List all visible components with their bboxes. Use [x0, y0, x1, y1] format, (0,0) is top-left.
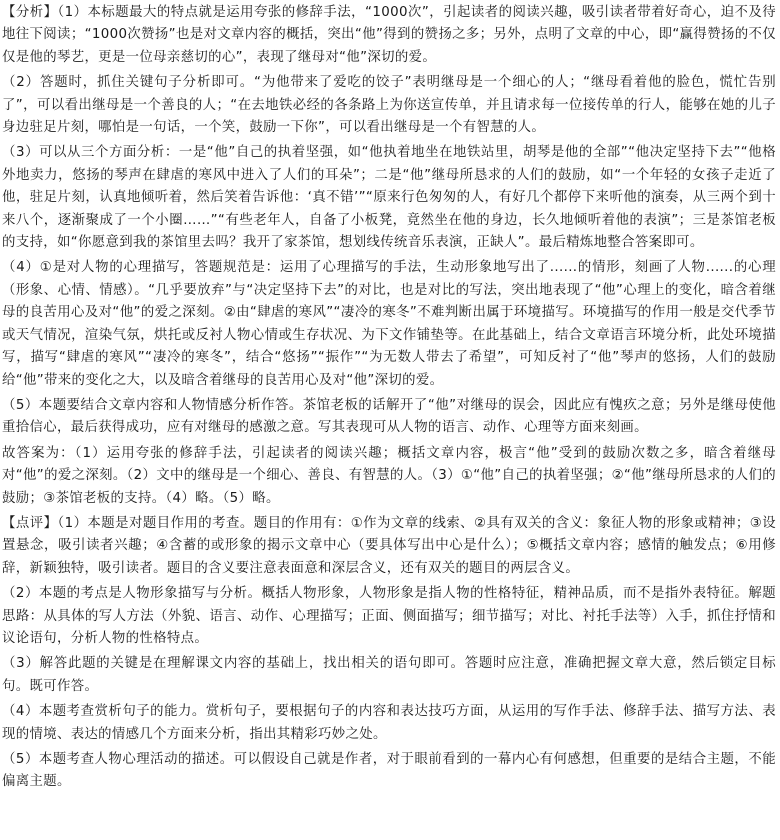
answer-summary: 故答案为：（1）运用夸张的修辞手法，引起读者的阅读兴趣；概括文章内容，极言“他”受到的鼓励次数之多，暗含着继母对“他”的爱之深刻。（2）文中的继母是一个细心、善良、有智慧的人。（3）①“他”自己的执着坚强；②“他”继母所恳求的人们的鼓励；③茶馆老板的支持。（4）略。（5）略。 — [2, 445, 776, 506]
analysis-part-3: （3）可以从三个方面分析：一是“他”自己的执着坚强，如“他执着地坐在地铁站里，胡琴是他的全部”“他决定坚持下去”“他格外地卖力，悠扬的琴声在肆虐的寒风中进入了人们的耳朵”；二是“他”继母所恳求的人们的鼓励，如“一个年轻的女孩子走近了他，驻足片刻，认真地倾听着，然后笑着告诉他：‘真不错’”“原来行色匆匆的人，有好几个都停下来听他的演奏，从三两个到十来八个，逐渐聚成了一个小圈……”“有些老年人，自备了小板凳，竟然坐在他的身边，长久地倾听着他的表演”；三是茶馆老板的支持，如“你愿意到我的茶馆里去吗？我开了家茶馆，想划线传统音乐表演，正缺人”。最后精炼地整合答案即可。 — [2, 145, 776, 251]
analysis-part-1: 【分析】（1）本标题最大的特点就是运用夸张的修辞手法，“1000次”，引起读者的阅读兴趣，吸引读者带着好奇心，迫不及待地往下阅读；“1000次赞扬”也是对文章内容的概括，突出“他”得到的赞扬之多；另外，点明了文章的中心，即“赢得赞扬的不仅仅是他的琴艺，更是一位母亲慈切的心”，表现了继母对“他”深切的爱。 — [2, 5, 776, 65]
comment-part-4: （4）本题考查赏析句子的能力。赏析句子，要根据句子的内容和表达技巧方面，从运用的写作手法、修辞手法、描写方法、表现的情境、表达的情感几个方面来分析，指出其精彩巧妙之处。 — [2, 704, 776, 742]
comment-part-2: （2）本题的考点是人物形象描写与分析。概括人物形象，人物形象是指人物的性格特征，精神品质，而不是指外表特征。解题思路：从具体的写人方法（外貌、语言、动作、心理描写；正面、侧面描写；细节描写；对比、衬托手法等）入手，抓住抒情和议论语句，分析人物的性格特点。 — [2, 586, 776, 646]
analysis-part-2: （2）答题时，抓住关键句子分析即可。“为他带来了爱吃的饺子”表明继母是一个细心的人；“继母看着他的脸色，慌忙告别了”，可以看出继母是一个善良的人；“在去地铁必经的各条路上为你送宣传单，并且请求每一位接传单的行人，能够在她的儿子身边驻足片刻，哪怕是一句话，一个笑，鼓励一下你”，可以看出继母是一个有智慧的人。 — [2, 75, 776, 136]
analysis-part-4: （4）①是对人物的心理描写，答题规范是：运用了心理描写的手法，生动形象地写出了......的情形，刻画了人物......的心理（形象、心情、情感）。“几乎要放弃”与“决定坚持下去”的对比，也是对比的写法，突出地表现了“他”心理上的变化，暗含着继母的良苦用心及对“他”的爱之深刻。②由“肆虐的寒风”“凄冷的寒冬”不难判断出属于环境描写。环境描写的作用一般是交代季节或天气情况，渲染气氛，烘托或反衬人物心情或生存状况、为下文作铺垫等。在此基础上，结合文章语言环境分析，此处环境描写，描写“肆虐的寒风”“凄冷的寒冬”，结合“悠扬”“振作”“为无数人带去了希望”，可知反衬了“他”琴声的悠扬，人们的鼓励给“他”带来的变化之大，以及暗含着继母的良苦用心及对“他”深切的爱。 — [2, 260, 776, 388]
comment-part-3: （3）解答此题的关键是在理解课文内容的基础上，找出相关的语句即可。答题时应注意，准确把握文章大意，然后锁定目标句。既可作答。 — [2, 656, 776, 694]
comment-part-5: （5）本题考查人物心理活动的描述。可以假设自己就是作者，对于眼前看到的一幕内心有何感想，但重要的是结合主题，不能偏离主题。 — [2, 752, 776, 790]
analysis-part-5: （5）本题要结合文章内容和人物情感分析作答。茶馆老板的话解开了“他”对继母的误会，因此应有愧疚之意；另外是继母使他重拾信心，最后获得成功，应有对继母的感激之意。写其表现可从人物的语言、动作、心理等方面来刻画。 — [2, 397, 776, 436]
comment-part-1: 【点评】（1）本题是对题目作用的考查。题目的作用有：①作为文章的线索、②具有双关的含义：象征人物的形象或精神；③设置悬念，吸引读者兴趣；④含蓄的或形象的揭示文章中心（要具体写出中心是什么）；⑤概括文章内容；感情的触发点；⑥用修辞，新颖独特，吸引读者。题目的含义要注意表面意和深层含义，还有双关的题目的两层含义。 — [2, 515, 776, 576]
